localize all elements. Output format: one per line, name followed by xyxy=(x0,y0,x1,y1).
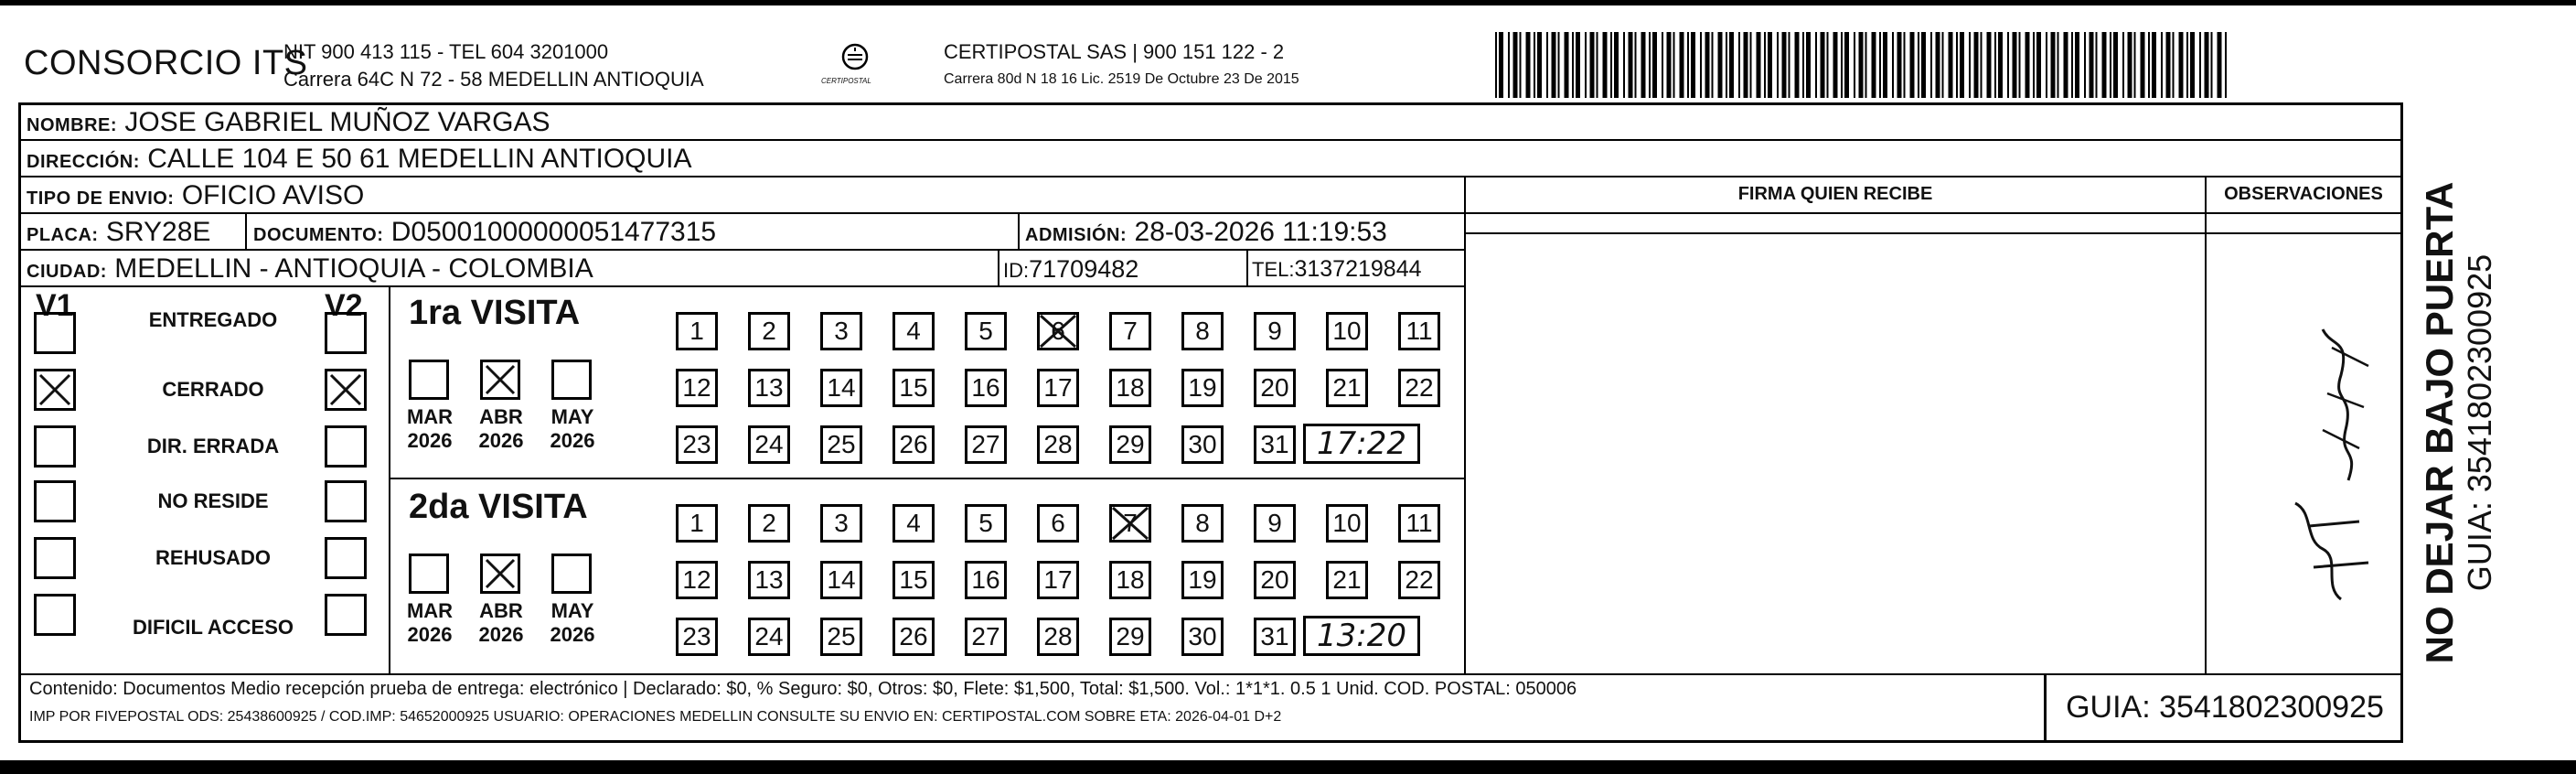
placa-label: PLACA: xyxy=(27,225,99,245)
day-box[interactable]: 7 xyxy=(1109,312,1151,350)
day-box[interactable]: 25 xyxy=(820,425,862,464)
admision-label: ADMISIÓN: xyxy=(1025,225,1128,245)
month-checkbox[interactable] xyxy=(551,360,592,400)
day-box[interactable]: 19 xyxy=(1181,369,1224,407)
day-box[interactable]: 10 xyxy=(1326,312,1368,350)
day-box[interactable]: 12 xyxy=(676,561,718,599)
month-checkbox[interactable] xyxy=(409,360,449,400)
form-frame xyxy=(18,102,2403,743)
status-label: NO RESIDE xyxy=(157,489,269,512)
documento-row xyxy=(253,217,716,251)
tipo-row xyxy=(27,180,364,214)
day-box[interactable]: 15 xyxy=(893,369,935,407)
day-box[interactable]: 24 xyxy=(748,425,790,464)
tel-value: 3137219844 xyxy=(1294,256,1422,282)
day-box[interactable]: 16 xyxy=(965,369,1007,407)
month-label: MAY 2026 xyxy=(550,599,595,646)
firma-header: FIRMA QUIEN RECIBE xyxy=(1737,184,1933,204)
guia-box: GUIA: 3541802300925 xyxy=(2044,673,2403,743)
direccion-value: CALLE 104 E 50 61 MEDELLIN ANTIOQUIA xyxy=(147,144,692,174)
company-info xyxy=(283,38,704,93)
day-box[interactable]: 26 xyxy=(893,618,935,656)
ciudad-row xyxy=(27,253,593,287)
tipo-value: OFICIO AVISO xyxy=(181,180,365,210)
status-label: DIR. ERRADA xyxy=(146,435,280,457)
footer-contenido: Contenido: Documentos Medio recepción prueba de entrega: electrónico | Declarado: $0, % Seguro: $0, Otros: $0, Flete: $1,500, Total: $1,500. Vol.: 1*1*1. 0.5 1 Unid. COD. POSTAL: 050006 xyxy=(29,679,1577,699)
status-v1-checkbox[interactable] xyxy=(34,312,76,354)
day-box[interactable]: 22 xyxy=(1398,369,1440,407)
day-box[interactable]: 14 xyxy=(820,561,862,599)
certipostal-address: Carrera 80d N 18 16 Lic. 2519 De Octubre 23 De 2015 xyxy=(944,71,1299,87)
month-checkbox[interactable] xyxy=(480,360,520,400)
tipo-label: TIPO DE ENVIO: xyxy=(27,188,175,209)
month-checkbox[interactable] xyxy=(480,554,520,594)
divider xyxy=(389,285,390,674)
day-box[interactable]: 20 xyxy=(1254,369,1296,407)
admision-row xyxy=(1025,217,1387,251)
ciudad-label: CIUDAD: xyxy=(27,262,107,282)
day-box[interactable]: 9 xyxy=(1254,504,1296,543)
tel-row xyxy=(1252,253,1422,285)
day-box[interactable]: 1 xyxy=(676,504,718,543)
placa-row xyxy=(27,217,210,251)
documento-value: D05001000000051477315 xyxy=(390,217,717,247)
day-box[interactable]: 9 xyxy=(1254,312,1296,350)
day-box[interactable]: 27 xyxy=(965,425,1007,464)
divider xyxy=(389,478,1466,479)
status-label: REHUSADO xyxy=(155,546,271,569)
status-label: ENTREGADO xyxy=(148,308,278,331)
logo-text: CERTIPOSTAL xyxy=(821,77,871,85)
day-box[interactable]: 4 xyxy=(893,504,935,543)
day-box[interactable]: 6 xyxy=(1037,504,1079,543)
divider xyxy=(21,212,2400,214)
day-box[interactable]: 11 xyxy=(1398,504,1440,543)
day-box[interactable]: 14 xyxy=(820,369,862,407)
tel-label: TEL: xyxy=(1252,258,1295,281)
day-box[interactable]: 16 xyxy=(965,561,1007,599)
id-label: ID: xyxy=(1003,259,1030,282)
barcode xyxy=(1495,32,2229,98)
signature xyxy=(2268,293,2414,622)
nombre-value: JOSE GABRIEL MUÑOZ VARGAS xyxy=(124,107,550,137)
status-v1-checkbox[interactable] xyxy=(34,480,76,522)
day-box[interactable]: 17 xyxy=(1037,561,1079,599)
divider xyxy=(1018,212,1020,249)
top-border xyxy=(0,0,2576,5)
divider xyxy=(2205,176,2207,674)
day-box[interactable]: 2 xyxy=(748,504,790,543)
month-label: MAR 2026 xyxy=(406,405,454,452)
divider xyxy=(1246,249,1248,285)
bottom-border xyxy=(0,760,2576,774)
month-label: ABR 2026 xyxy=(478,405,524,452)
side-label xyxy=(2418,182,2498,664)
day-box[interactable]: 30 xyxy=(1181,618,1224,656)
day-box[interactable]: 3 xyxy=(820,312,862,350)
day-box[interactable]: 6 xyxy=(1037,312,1079,350)
nit-line: NIT 900 413 115 - TEL 604 3201000 xyxy=(283,40,609,63)
status-v1-checkbox[interactable] xyxy=(34,537,76,579)
divider xyxy=(998,249,999,285)
day-box[interactable]: 21 xyxy=(1326,561,1368,599)
documento-label: DOCUMENTO: xyxy=(253,225,384,245)
day-box[interactable]: 29 xyxy=(1109,618,1151,656)
day-box[interactable]: 13 xyxy=(748,561,790,599)
visita2-hora: 13:20 xyxy=(1303,616,1420,656)
day-box[interactable]: 26 xyxy=(893,425,935,464)
day-box[interactable]: 23 xyxy=(676,425,718,464)
day-box[interactable]: 15 xyxy=(893,561,935,599)
status-v2-checkbox[interactable] xyxy=(325,537,367,579)
day-box[interactable]: 28 xyxy=(1037,618,1079,656)
day-box[interactable]: 18 xyxy=(1109,369,1151,407)
day-box[interactable]: 19 xyxy=(1181,561,1224,599)
day-box[interactable]: 11 xyxy=(1398,312,1440,350)
id-row xyxy=(1003,253,1138,286)
visita1-title: 1ra VISITA xyxy=(409,294,581,332)
placa-value: SRY28E xyxy=(105,217,211,247)
address-line: Carrera 64C N 72 - 58 MEDELLIN ANTIOQUIA xyxy=(283,68,704,91)
day-box[interactable]: 21 xyxy=(1326,369,1368,407)
divider xyxy=(245,212,247,249)
status-v2-checkbox[interactable] xyxy=(325,594,367,636)
month-checkbox[interactable] xyxy=(409,554,449,594)
day-box[interactable]: 18 xyxy=(1109,561,1151,599)
day-box[interactable]: 17 xyxy=(1037,369,1079,407)
day-box[interactable]: 20 xyxy=(1254,561,1296,599)
status-v1-checkbox[interactable] xyxy=(34,594,76,636)
status-label: CERRADO xyxy=(162,378,264,401)
day-box[interactable]: 29 xyxy=(1109,425,1151,464)
nombre-row xyxy=(27,107,550,141)
day-box[interactable]: 5 xyxy=(965,504,1007,543)
side-guia: GUIA: 3541802300925 xyxy=(2461,253,2498,592)
status-v1-checkbox[interactable] xyxy=(34,425,76,468)
day-box[interactable]: 8 xyxy=(1181,504,1224,543)
visita2-title: 2da VISITA xyxy=(409,488,588,526)
day-box[interactable]: 25 xyxy=(820,618,862,656)
day-box[interactable]: 31 xyxy=(1254,618,1296,656)
month-label: MAY 2026 xyxy=(550,405,595,452)
month-checkbox[interactable] xyxy=(551,554,592,594)
certipostal-info xyxy=(944,38,1299,93)
status-v2-checkbox[interactable] xyxy=(325,425,367,468)
footer-imp: IMP POR FIVEPOSTAL ODS: 25438600925 / COD.IMP: 54652000925 USUARIO: OPERACIONES MEDELLIN CONSULTE SU ENVIO EN: CERTIPOSTAL.COM SOBRE ETA: 2026-04-01 D+2 xyxy=(29,709,1282,725)
day-box[interactable]: 13 xyxy=(748,369,790,407)
v2-header: V2 xyxy=(325,288,363,323)
day-box[interactable]: 30 xyxy=(1181,425,1224,464)
observaciones-header: OBSERVACIONES xyxy=(2224,184,2383,204)
day-box[interactable]: 22 xyxy=(1398,561,1440,599)
nombre-label: NOMBRE: xyxy=(27,115,118,135)
day-box[interactable]: 2 xyxy=(748,312,790,350)
day-box[interactable]: 28 xyxy=(1037,425,1079,464)
day-box[interactable]: 1 xyxy=(676,312,718,350)
day-box[interactable]: 3 xyxy=(820,504,862,543)
day-box[interactable]: 12 xyxy=(676,369,718,407)
month-label: ABR 2026 xyxy=(478,599,524,646)
day-box[interactable]: 10 xyxy=(1326,504,1368,543)
day-box[interactable]: 23 xyxy=(676,618,718,656)
day-box[interactable]: 27 xyxy=(965,618,1007,656)
day-box[interactable]: 5 xyxy=(965,312,1007,350)
day-box[interactable]: 8 xyxy=(1181,312,1224,350)
direccion-label: DIRECCIÓN: xyxy=(27,152,140,172)
day-box[interactable]: 24 xyxy=(748,618,790,656)
admision-value: 28-03-2026 11:19:53 xyxy=(1134,217,1387,247)
status-label: DIFICIL ACCESO xyxy=(132,616,294,639)
divider xyxy=(1464,176,1466,674)
status-v2-checkbox[interactable] xyxy=(325,312,367,354)
certipostal-line: CERTIPOSTAL SAS | 900 151 122 - 2 xyxy=(944,40,1285,63)
company-name: CONSORCIO ITS xyxy=(24,44,308,82)
status-v2-checkbox[interactable] xyxy=(325,480,367,522)
id-value: 71709482 xyxy=(1029,255,1139,283)
day-box[interactable]: 4 xyxy=(893,312,935,350)
status-v1-checkbox[interactable] xyxy=(34,369,76,411)
v1-header: V1 xyxy=(36,288,74,323)
no-dejar-bajo-puerta: NO DEJAR BAJO PUERTA xyxy=(2418,181,2461,664)
day-box[interactable]: 7 xyxy=(1109,504,1151,543)
direccion-row xyxy=(27,144,692,177)
status-v2-checkbox[interactable] xyxy=(325,369,367,411)
visita1-hora: 17:22 xyxy=(1303,424,1420,464)
day-box[interactable]: 31 xyxy=(1254,425,1296,464)
month-label: MAR 2026 xyxy=(406,599,454,646)
divider xyxy=(1464,232,2400,234)
ciudad-value: MEDELLIN - ANTIOQUIA - COLOMBIA xyxy=(114,253,593,284)
